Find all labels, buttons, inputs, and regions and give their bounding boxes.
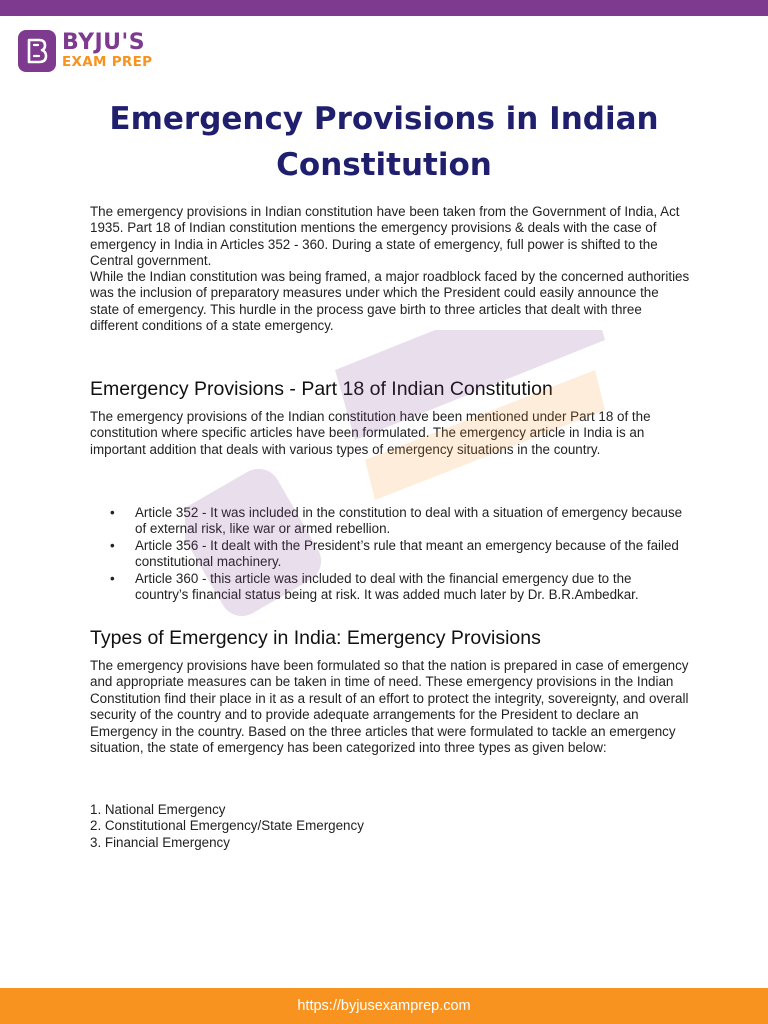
section-heading-types: Types of Emergency in India: Emergency Provisions [90, 627, 541, 649]
title-line-2: Constitution [276, 147, 492, 183]
list-item-national: 1. National Emergency [90, 802, 226, 817]
title-line-1: Emergency Provisions in Indian [109, 101, 659, 137]
bullet-article-356: • Article 356 - It dealt with the President’s rule that meant an emergency because of the failed constitutional machinery. [108, 538, 688, 571]
footer-url-link[interactable]: https://byjusexamprep.com [297, 998, 471, 1014]
top-brand-bar [0, 0, 768, 16]
emergency-types-list [90, 802, 364, 851]
list-item-constitutional: 2. Constitutional Emergency/State Emergency [90, 818, 364, 834]
page-title [60, 96, 708, 188]
byjus-logo-icon [18, 30, 56, 72]
bullet-article-352: • Article 352 - It was included in the constitution to deal with a situation of emergency because of external risk, like war or armed rebellion. [108, 505, 688, 538]
byjus-exam-prep-logo[interactable] [18, 29, 152, 73]
footer-bar [0, 988, 768, 1024]
list-item-financial: 3. Financial Emergency [90, 834, 230, 850]
logo-tagline: EXAM PREP [62, 54, 153, 71]
intro-paragraph-1: The emergency provisions in Indian constitution have been taken from the Government of India, Act 1935. Part 18 of Indian constitution mentions the emergency provisions & deals with the case of emergency in India in Articles 352 - 360. During a state of emergency, full power is shifted to the Central government. [90, 204, 680, 269]
part-18-paragraph: The emergency provisions of the Indian constitution have been mentioned under Part 18 of the constitution where specific articles have been formulated. The emergency article in India is an important addition that deals with various types of emergency situations in the country. [90, 409, 651, 457]
logo-brand-name: BYJU'S [62, 30, 146, 56]
section-heading-part-18: Emergency Provisions - Part 18 of Indian Constitution [90, 378, 553, 400]
types-paragraph: The emergency provisions have been formulated so that the nation is prepared in case of emergency and appropriate measures can be taken in time of need. These emergency provisions in the Indian Constitution find their place in it as a result of an effort to protect the integrity, sovereignty, and overall security of the country and to provide adequate arrangements for the President to declare an Emergency in the country. Based on the three articles that were formulated to tackle an emergency situation, the state of emergency has been categorized into three types as given below: [90, 658, 689, 756]
bullet-article-360: • Article 360 - this article was included to deal with the financial emergency due to the country’s financial status being at risk. It was added much later by Dr. B.R.Ambedkar. [108, 571, 688, 604]
intro-paragraph-2: While the Indian constitution was being framed, a major roadblock faced by the concerned authorities was the inclusion of preparatory measures under which the President could easily announce the state of emergency. This hurdle in the process gave birth to three articles that dealt with three different conditions of a state emergency. [90, 269, 690, 334]
articles-bullet-list [108, 505, 688, 603]
